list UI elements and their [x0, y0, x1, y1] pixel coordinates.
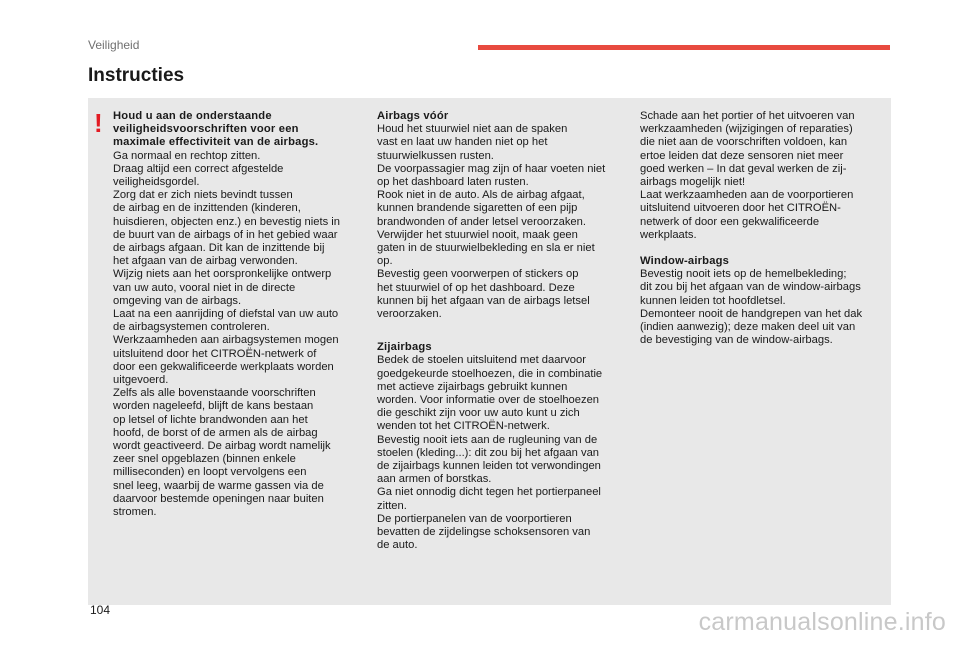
page-number: 104	[90, 603, 111, 617]
general-safety-text: Ga normaal en rechtop zitten. Draag altijd een correct afgestelde veiligheidsgordel. Zorg dat er zich niets bevindt tussen de airbag en de inzittenden (kinderen, huisdieren, objecten enz.) en bevestig niets in de buurt van de airbags of in het gebied waar de airbags afgaan. Dit kan de inzittende bij het afgaan van de airbag verwonden. Wijzig niets aan het oorspronkelijke ontwerp van uw auto, vooral niet in de directe omgeving van de airbags. Laat na een aanrijding of diefstal van uw auto de airbagsystemen controleren. Werkzaamheden aan airbagsystemen mogen uitsluitend door het CITROËN-netwerk of door een gekwalificeerde werkplaats worden uitgevoerd. Zelfs als alle bovenstaande voorschriften worden nageleefd, blijft de kans bestaan op letsel of lichte brandwonden aan het hoofd, de borst of de armen als de airbag wordt geactiveerd. De airbag wordt namelijk zeer snel opgeblazen (binnen enkele milliseconden) en loopt vervolgens een snel leeg, waarbij de warme gassen via de daarvoor bestemde openingen naar buiten stromen.	[113, 149, 341, 519]
window-airbags-text: Bevestig nooit iets op de hemelbekleding; dit zou bij het afgaan van de window-airbags kunnen leiden tot hoofdletsel. Demonteer nooit de handgrepen van het dak (indien aanwezig); deze maken deel uit van de bevestiging van de window-airbags.	[640, 268, 863, 347]
front-airbags-text: Houd het stuurwiel niet aan de spaken vast en laat uw handen niet op het stuurwielkussen rusten. De voorpassagier mag zijn of haar voeten niet op het dashboard laten rusten. Rook niet in de auto. Als de airbag afgaat, kunnen brandende sigaretten of een pijp brandwonden of ander letsel veroorzaken. Verwijder het stuurwiel nooit, maak geen gaten in de stuurwielbekleding en sla er niet op. Bevestig geen voorwerpen of stickers op het stuurwiel of op het dashboard. Deze kunnen bij het afgaan van de airbags letsel veroorzaken.	[377, 123, 606, 321]
column-front-side-airbags	[377, 110, 621, 553]
exclamation-icon: !	[94, 108, 103, 138]
section-label: Veiligheid	[88, 38, 140, 52]
watermark: carmanualsonline.info	[698, 608, 946, 636]
front-airbags-heading: Airbags vóór	[377, 110, 449, 122]
column-general-safety	[113, 110, 358, 519]
page-title: Instructies	[88, 65, 185, 86]
side-airbags-heading: Zijairbags	[377, 341, 432, 354]
column-window-airbags	[640, 110, 886, 347]
side-airbags-text: Bedek de stoelen uitsluitend met daarvoor goedgekeurde stoelhoezen, die in combinatie met actieve zijairbags gebruikt kunnen worden. Voor informatie over de stoelhoezen die geschikt zijn voor uw auto kunt u zich wenden tot het CITROËN-netwerk. Bevestig nooit iets aan de rugleuning van de stoelen (kleding...): dit zou bij het afgaan van de zijairbags kunnen leiden tot verwondingen aan armen of borstkas. Ga niet onnodig dicht tegen het portierpaneel zitten. De portierpanelen van de voorportieren bevatten de zijdelingse schoksensoren van de auto.	[377, 354, 603, 552]
general-safety-heading: Houd u aan de onderstaande veiligheidsvoorschriften voor een maximale effectiviteit van de airbags.	[113, 110, 319, 149]
door-damage-text: Schade aan het portier of het uitvoeren van werkzaamheden (wijzigingen of reparaties) die niet aan de voorschriften voldoen, kan ertoe leiden dat deze sensoren niet meer goed werken – In dat geval werken de zij- airbags mogelijk niet! Laat werkzaamheden aan de voorportieren uitsluitend uitvoeren door het CITROËN- netwerk of door een gekwalificeerde werkplaats.	[640, 110, 855, 241]
window-airbags-heading: Window-airbags	[640, 255, 730, 268]
accent-bar	[478, 45, 890, 50]
